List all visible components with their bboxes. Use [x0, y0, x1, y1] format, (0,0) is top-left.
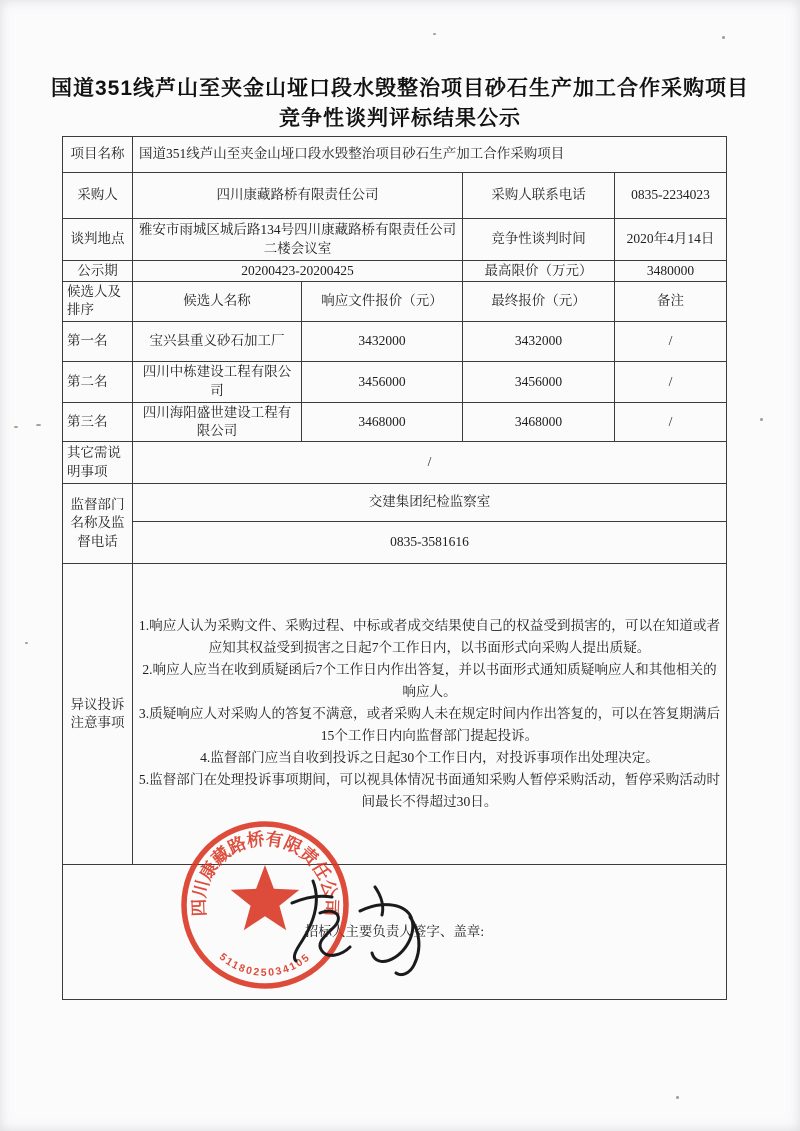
supervision-dept-value: 交建集团纪检监察室 [133, 484, 727, 522]
candidate-2-remark: / [615, 361, 727, 402]
candidate-3-bid: 3468000 [302, 402, 463, 441]
title-line-2: 竞争性谈判评标结果公示 [279, 107, 521, 130]
seal-signature-overlay [170, 815, 450, 1000]
objection-item-3: 3.质疑响应人对采购人的答复不满意，或者采购人未在规定时间内作出答复的，可以在答复期满后15个工作日内向监督部门提起投诉。 [138, 706, 721, 744]
other-notes-label: 其它需说明事项 [63, 442, 133, 484]
objection-item-4: 4.监督部门应当自收到投诉之日起30个工作日内，对投诉事项作出处理决定。 [200, 750, 659, 766]
signature-label: 招标人主要负责人签字、盖章: [304, 923, 485, 939]
candidate-2-rank: 第二名 [63, 361, 133, 402]
row-venue [63, 219, 727, 261]
row-supervision-phone [63, 522, 727, 564]
purchaser-label: 采购人 [63, 173, 133, 219]
candidate-row-3 [63, 402, 727, 441]
venue-label: 谈判地点 [63, 219, 133, 261]
price-limit-label: 最高限价（万元） [463, 261, 615, 282]
candidate-3-rank: 第三名 [63, 402, 133, 441]
publicity-label: 公示期 [63, 261, 133, 282]
title-line-1: 国道351线芦山至夹金山垭口段水毁整治项目砂石生产加工合作采购项目 [50, 77, 750, 100]
document-title [0, 74, 800, 134]
supervision-label: 监督部门名称及监督电话 [63, 484, 133, 564]
header-name: 候选人名称 [133, 282, 302, 321]
candidate-1-final: 3432000 [463, 321, 615, 361]
scan-speck [433, 33, 436, 35]
candidate-1-rank: 第一名 [63, 321, 133, 361]
scan-speck [676, 1096, 679, 1099]
candidate-1-name: 宝兴县重义砂石加工厂 [133, 321, 302, 361]
row-other-notes [63, 442, 727, 484]
purchaser-value: 四川康藏路桥有限责任公司 [133, 173, 463, 219]
candidate-3-name: 四川海阳盛世建设工程有限公司 [133, 402, 302, 441]
objection-item-1: 1.响应人认为采购文件、采购过程、中标或者成交结果使自己的权益受到损害的，可以在知道或者应知其权益受到损害之日起7个工作日内，以书面形式向采购人提出质疑。 [138, 618, 721, 656]
candidate-1-bid: 3432000 [302, 321, 463, 361]
candidate-row-2 [63, 361, 727, 402]
price-limit-value: 3480000 [615, 261, 727, 282]
candidate-3-final: 3468000 [463, 402, 615, 441]
scan-speck [36, 424, 41, 426]
header-remark: 备注 [615, 282, 727, 321]
row-candidates-header [63, 282, 727, 321]
row-project [63, 137, 727, 173]
project-value: 国道351线芦山至夹金山垭口段水毁整治项目砂石生产加工合作采购项目 [133, 137, 727, 173]
scan-speck [25, 642, 28, 644]
negotiation-time-value: 2020年4月14日 [615, 219, 727, 261]
seal-company-text: 四川康藏路桥有限责任公司 [188, 828, 342, 917]
objection-item-5: 5.监督部门在处理投诉事项期间，可以视具体情况书面通知采购人暂停采购活动，暂停采购活动时间最长不得超过30日。 [138, 772, 721, 810]
purchaser-phone-label: 采购人联系电话 [463, 173, 615, 219]
header-rank: 候选人及排序 [63, 282, 133, 321]
header-bid: 响应文件报价（元） [302, 282, 463, 321]
seal-star-icon [231, 865, 300, 930]
header-final: 最终报价（元） [463, 282, 615, 321]
scan-speck [760, 418, 763, 421]
seal-number-text: 5118025034105 [216, 950, 314, 979]
scan-speck [722, 36, 725, 39]
purchaser-phone-value: 0835-2234023 [615, 173, 727, 219]
scan-speck [14, 426, 18, 428]
project-label: 项目名称 [63, 137, 133, 173]
objection-item-2: 2.响应人应当在收到质疑函后7个工作日内作出答复，并以书面形式通知质疑响应人和其他相关的响应人。 [142, 662, 717, 700]
candidate-2-final: 3456000 [463, 361, 615, 402]
candidate-2-name: 四川中栋建设工程有限公司 [133, 361, 302, 402]
supervision-phone-value: 0835-3581616 [133, 522, 727, 564]
row-supervision-dept [63, 484, 727, 522]
publicity-value: 20200423-20200425 [133, 261, 463, 282]
objection-label: 异议投诉注意事项 [63, 564, 133, 865]
negotiation-time-label: 竞争性谈判时间 [463, 219, 615, 261]
company-seal [184, 824, 346, 986]
candidate-3-remark: / [615, 402, 727, 441]
other-notes-value: / [133, 442, 727, 484]
candidate-2-bid: 3456000 [302, 361, 463, 402]
candidate-1-remark: / [615, 321, 727, 361]
row-publicity [63, 261, 727, 282]
row-purchaser [63, 173, 727, 219]
venue-value: 雅安市雨城区城后路134号四川康藏路桥有限责任公司二楼会议室 [133, 219, 463, 261]
candidate-row-1 [63, 321, 727, 361]
